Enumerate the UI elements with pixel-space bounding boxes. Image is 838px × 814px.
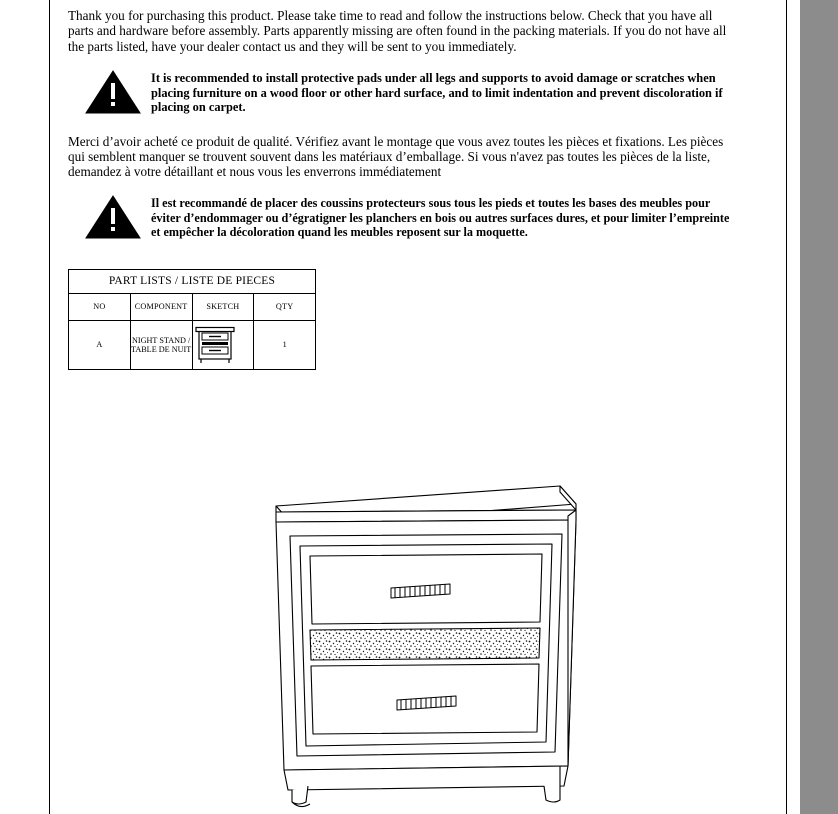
- warning-triangle-icon: [85, 70, 141, 114]
- page-left-rule: [49, 0, 50, 814]
- parts-table-title: PART LISTS / LISTE DE PIECES: [69, 269, 316, 293]
- parts-table-header-sketch: SKETCH: [192, 293, 254, 320]
- warning-block-french: [85, 193, 730, 240]
- night-stand-thumbnail-icon: [193, 325, 254, 365]
- parts-table-header-qty: QTY: [254, 293, 316, 320]
- part-component-cell: NIGHT STAND / TABLE DE NUIT: [130, 320, 192, 369]
- intro-paragraph-french: Merci d’avoir acheté ce produit de qualité. Vérifiez avant le montage que vous avez toutes les pièces et fixations. Les pièces qui semblent manquer se trouvent souvent dans les matériaux d’emballage. Si vous n'avez pas toutes les pièces de la liste, demandez à votre détaillant et nous vous les enverrons immédiatement: [68, 134, 724, 179]
- warning-text-english: It is recommended to install protective pads under all legs and supports to avoid damage or scratches when placing furniture on a wood floor or other hard surface, and to limit indentation and prevent discoloration if placing on carpet.: [151, 71, 723, 115]
- parts-list-table: [68, 269, 316, 370]
- part-sketch-cell: [192, 320, 254, 369]
- parts-table-header-component: COMPONENT: [130, 293, 192, 320]
- parts-table-title-row: [69, 269, 316, 293]
- warning-block-english: [85, 68, 730, 115]
- page-right-rule: [786, 0, 787, 814]
- intro-paragraph-english: Thank you for purchasing this product. Please take time to read and follow the instructions below. Check that you have all parts and hardware before assembly. Parts apparently missing are often found in the packing materials. If you do not have all the parts listed, have your dealer contact us and they will be sent to you immediately.: [68, 8, 727, 54]
- document-content: [68, 8, 730, 370]
- warning-text-french: Il est recommandé de placer des coussins protecteurs sous tous les pieds et toutes les bases des meubles pour éviter d’endommager ou d’égratigner les planchers en bois ou autres surfaces dures, et pour limiter l’empreinte et empêcher la décoloration quand les meubles reposent sur la moquette.: [151, 196, 730, 240]
- warning-triangle-icon-french: [85, 195, 141, 239]
- page-right-gutter: [800, 0, 838, 814]
- night-stand-illustration: [258, 480, 598, 810]
- part-qty-cell: 1: [254, 320, 316, 369]
- parts-table-header-row: [69, 293, 316, 320]
- part-no-cell: A: [69, 320, 131, 369]
- table-row: [69, 320, 316, 369]
- parts-table-header-no: NO: [69, 293, 131, 320]
